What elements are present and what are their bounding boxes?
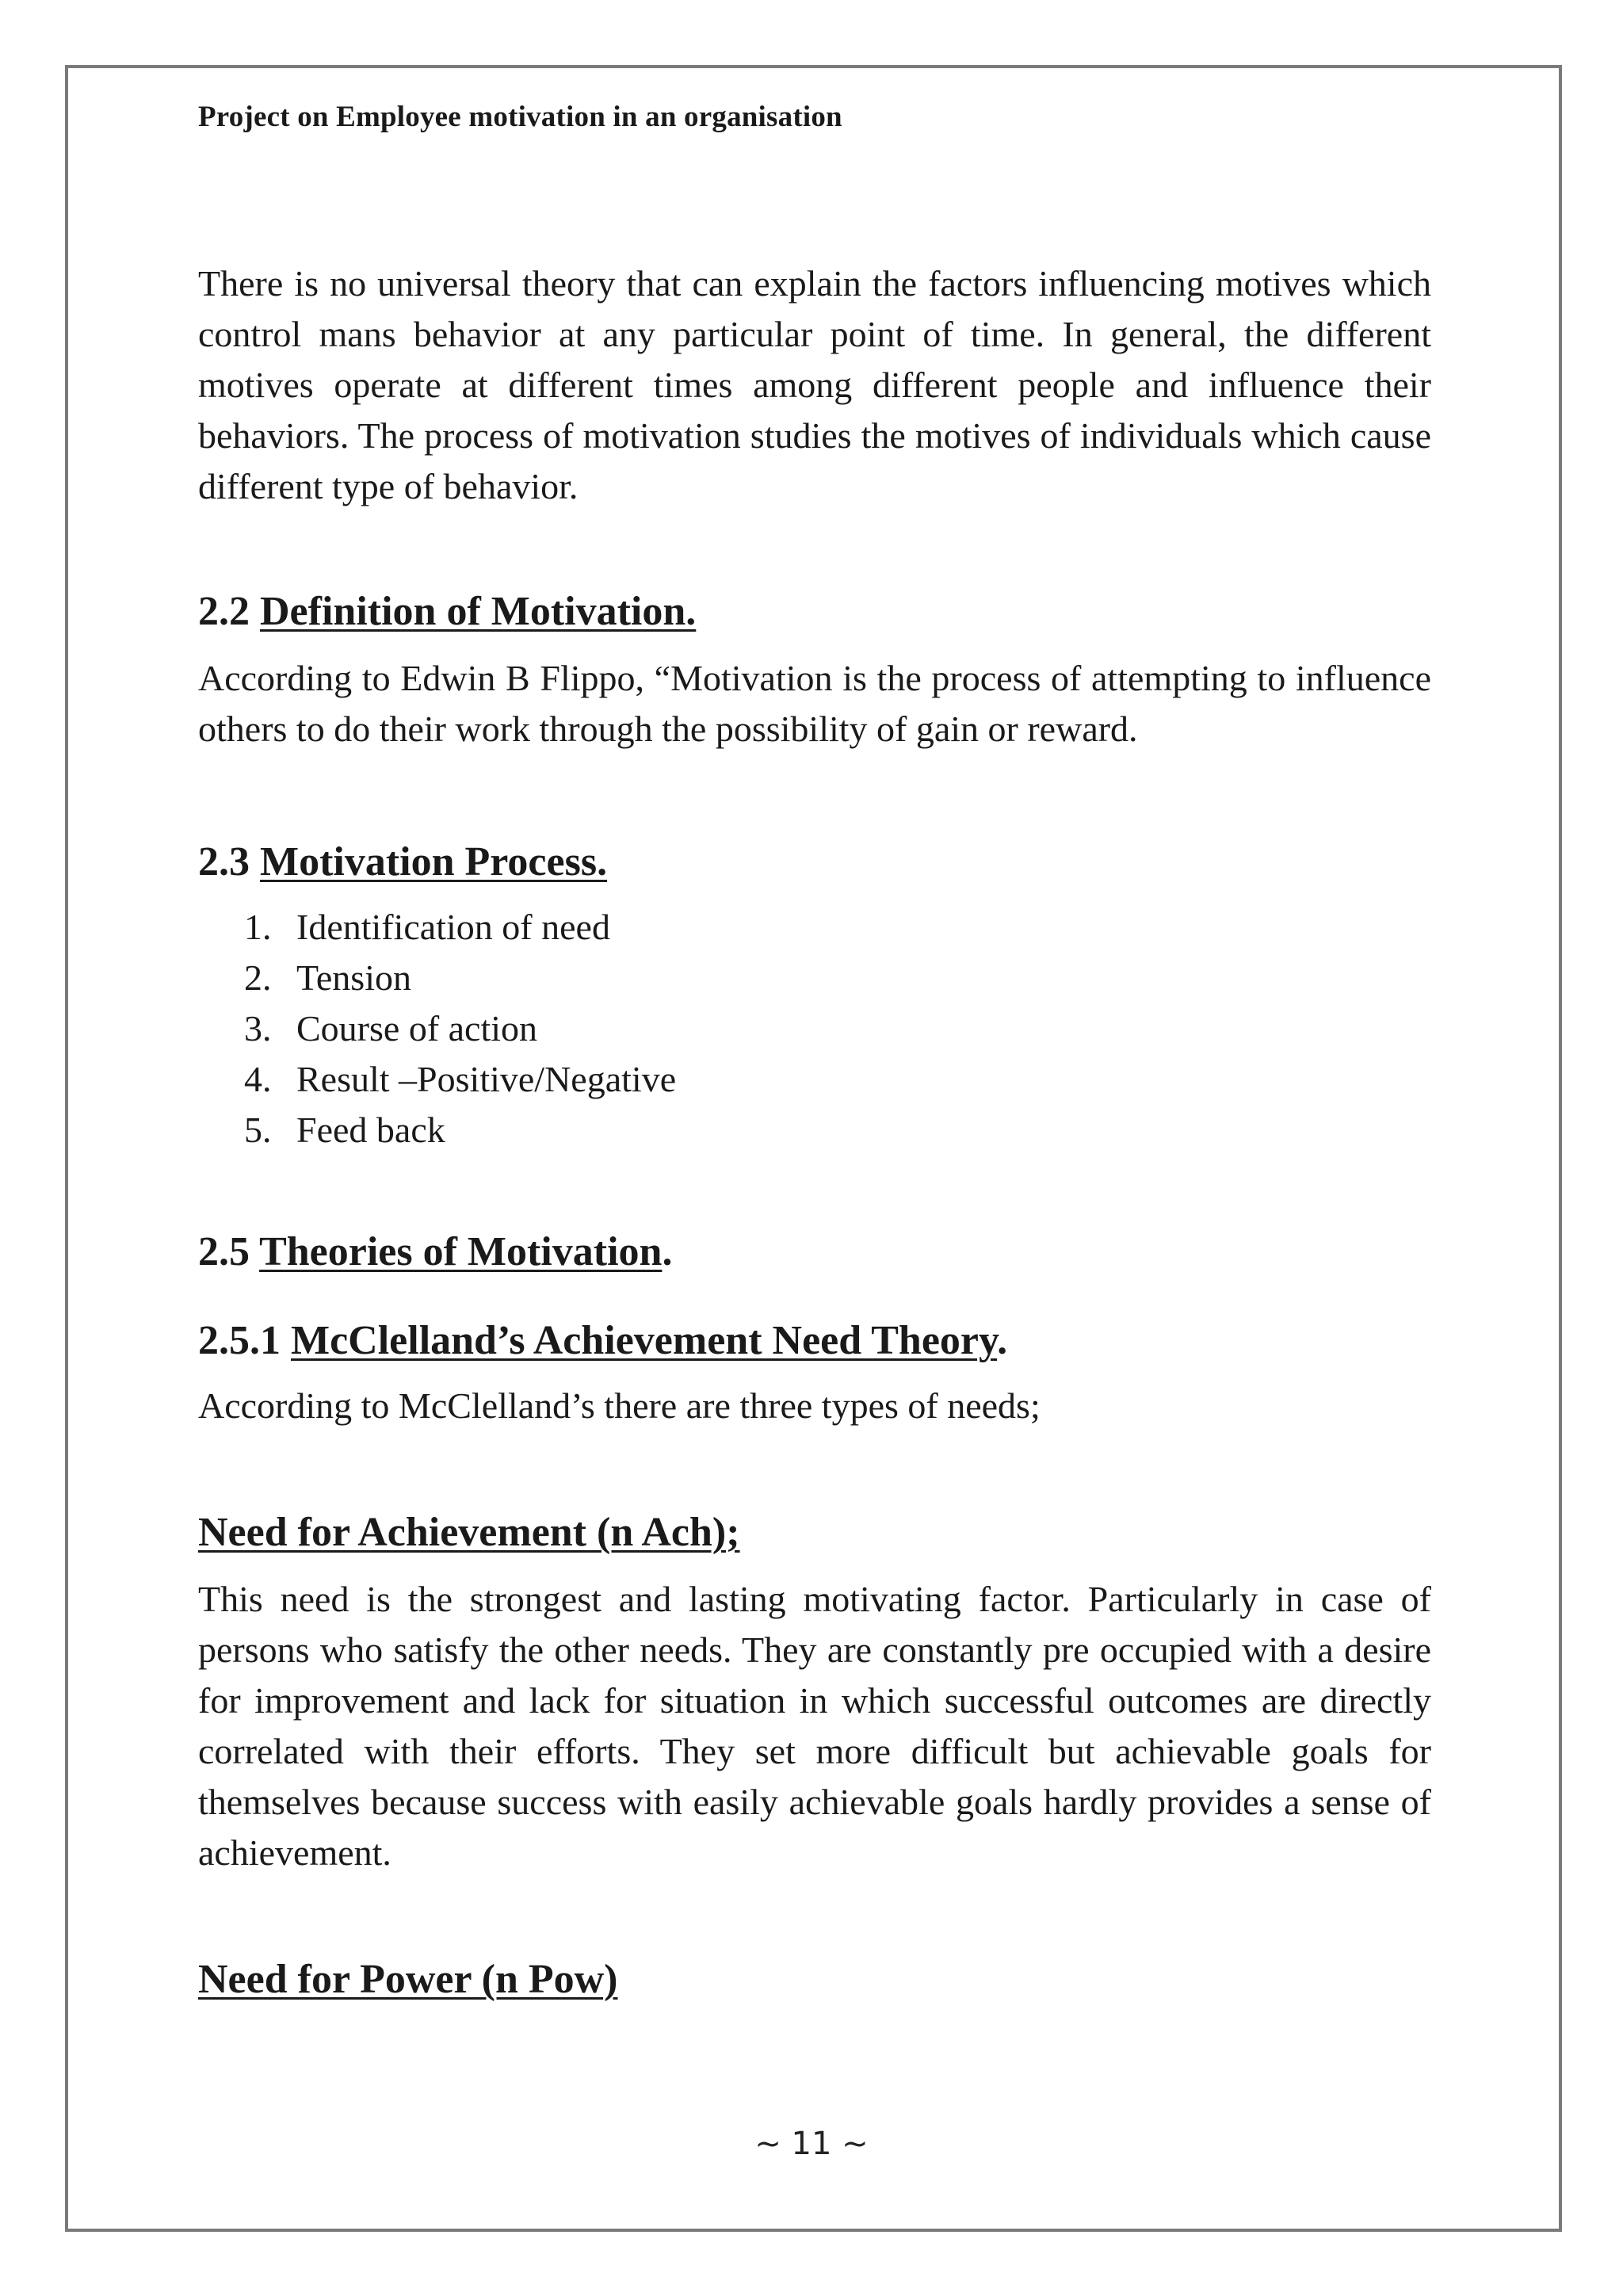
theory-intro-paragraph: According to McClelland’s there are three types of needs; — [198, 1385, 1041, 1426]
section-title-period: . — [662, 1229, 673, 1274]
list-item-number: 3. — [244, 1008, 272, 1049]
subheading-title: Need for Achievement (n Ach); — [198, 1510, 740, 1555]
section-title: Theories of Motivation — [259, 1229, 663, 1274]
list-item-number: 2. — [244, 957, 272, 998]
list-item — [244, 902, 676, 953]
page-number: ~ 11 ~ — [754, 2126, 869, 2162]
list-item — [244, 1054, 676, 1105]
list-item-text: Tension — [296, 957, 411, 998]
list-item — [244, 1105, 676, 1156]
section-number: 2.2 — [198, 589, 250, 634]
definition-paragraph: According to Edwin B Flippo, “Motivation is the process of attempting to influence others to do their work through the possibility of gain or reward. — [198, 658, 1431, 749]
section-number: 2.5 — [198, 1229, 250, 1274]
section-heading-2-5 — [198, 1227, 672, 1278]
list-item-text: Identification of need — [296, 907, 610, 947]
process-steps-list — [244, 902, 676, 1156]
section-number: 2.5.1 — [198, 1318, 281, 1363]
section-number: 2.3 — [198, 839, 250, 884]
list-item-number: 5. — [244, 1110, 272, 1150]
section-heading-2-2 — [198, 586, 696, 637]
running-header: Project on Employee motivation in an organisation — [198, 101, 842, 133]
list-item-number: 1. — [244, 907, 272, 947]
subheading-title: Need for Power (n Pow) — [198, 1957, 618, 2002]
section-heading-2-5-1 — [198, 1316, 1007, 1366]
section-title: Motivation Process. — [260, 839, 608, 884]
need-achievement-paragraph: This need is the strongest and lasting motivating factor. Particularly in case of persons who satisfy the other needs. They are constantly pre occupied with a desire for improvement and lack for situation in which successful outcomes are directly correlated with their efforts. They set more difficult but achievable goals for themselves because success with easily achievable goals hardly provides a sense of achievement. — [198, 1579, 1431, 1873]
subheading-need-power — [198, 1954, 618, 2005]
list-item-text: Course of action — [296, 1008, 538, 1049]
section-title: McClelland’s Achievement Need Theory — [291, 1318, 998, 1363]
list-item-number: 4. — [244, 1059, 272, 1099]
list-item — [244, 953, 676, 1003]
subheading-need-achievement — [198, 1507, 740, 1558]
section-title-period: . — [997, 1318, 1008, 1363]
section-heading-2-3 — [198, 837, 607, 888]
list-item — [244, 1003, 676, 1054]
intro-paragraph: There is no universal theory that can explain the factors influencing motives which control mans behavior at any particular point of time. In general, the different motives operate at different times among different people and influence their behaviors. The process of motivation studies the motives of individuals which cause different type of behavior. — [198, 263, 1431, 506]
section-title: Definition of Motivation. — [260, 589, 697, 634]
list-item-text: Feed back — [296, 1110, 445, 1150]
list-item-text: Result –Positive/Negative — [296, 1059, 677, 1099]
